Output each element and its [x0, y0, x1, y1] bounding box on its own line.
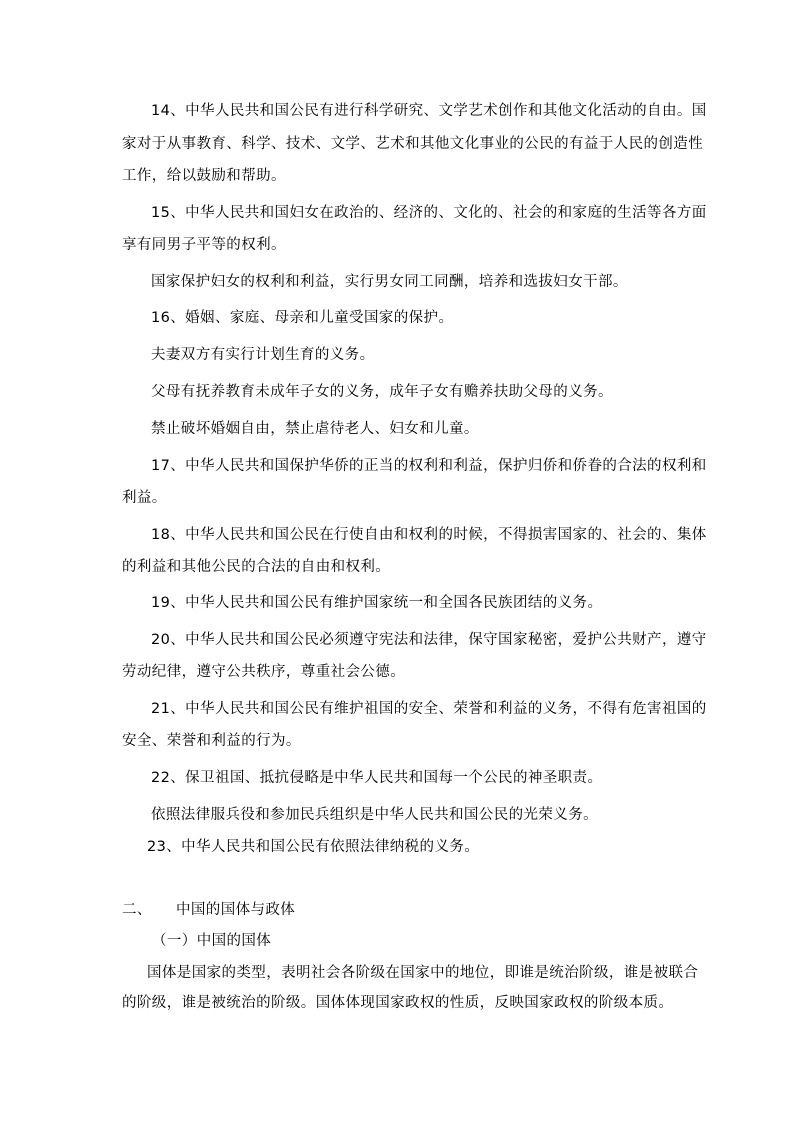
text-line: 劳动纪律，遵守公共秩序，尊重社会公德。	[122, 664, 406, 680]
text-line: 利益。	[122, 490, 167, 506]
text-line: 享有同男子平等的权利。	[122, 237, 286, 253]
text-line: 16、婚姻、家庭、母亲和儿童受国家的保护。	[151, 310, 454, 326]
text-line: 21、中华人民共和国公民有维护祖国的安全、荣誉和利益的义务，不得有危害祖国的	[151, 701, 707, 717]
text-line: 22、保卫祖国、抵抗侵略是中华人民共和国每一个公民的神圣职责。	[151, 770, 603, 786]
paragraph-line: 国体是国家的类型，表明社会各阶级在国家中的地位，即谁是统治阶级，谁是被联合	[147, 965, 699, 981]
text-line: 14、中华人民共和国公民有进行科学研究、文学艺术创作和其他文化活动的自由。国	[151, 103, 707, 119]
text-line: 夫妻双方有实行计划生育的义务。	[151, 347, 375, 363]
section-title: 中国的国体与政体	[176, 902, 296, 918]
text-line: 工作，给以鼓励和帮助。	[122, 168, 286, 184]
section-number: 二、	[122, 902, 152, 918]
text-line: 国家保护妇女的权利和利益，实行男女同工同酬，培养和选拔妇女干部。	[151, 274, 628, 290]
text-line: 15、中华人民共和国妇女在政治的、经济的、文化的、社会的和家庭的生活等各方面	[151, 205, 707, 221]
subsection-title: （一）中国的国体	[152, 933, 272, 949]
text-line: 19、中华人民共和国公民有维护国家统一和全国各民族团结的义务。	[151, 595, 603, 611]
text-line: 禁止破坏婚姻自由，禁止虐待老人、妇女和儿童。	[151, 421, 479, 437]
text-line: 23、中华人民共和国公民有依照法律纳税的义务。	[147, 839, 480, 855]
text-line: 17、中华人民共和国保护华侨的正当的权利和利益，保护归侨和侨眷的合法的权利和	[151, 458, 707, 474]
text-line: 的利益和其他公民的合法的自由和权利。	[122, 559, 391, 575]
text-line: 18、中华人民共和国公民在行使自由和权利的时候，不得损害国家的、社会的、集体	[151, 527, 707, 543]
text-line: 20、中华人民共和国公民必须遵守宪法和法律，保守国家秘密，爱护公共财产，遵守	[151, 632, 707, 648]
paragraph-line: 的阶级，谁是被统治的阶级。国体体现国家政权的性质，反映国家政权的阶级本质。	[122, 995, 674, 1011]
text-line: 家对于从事教育、科学、技术、文学、艺术和其他文化事业的公民的有益于人民的创造性	[122, 136, 704, 152]
text-line: 依照法律服兵役和参加民兵组织是中华人民共和国公民的光荣义务。	[151, 807, 598, 823]
text-line: 父母有抚养教育未成年子女的义务，成年子女有赡养扶助父母的义务。	[151, 384, 613, 400]
text-line: 安全、荣誉和利益的行为。	[122, 733, 301, 749]
